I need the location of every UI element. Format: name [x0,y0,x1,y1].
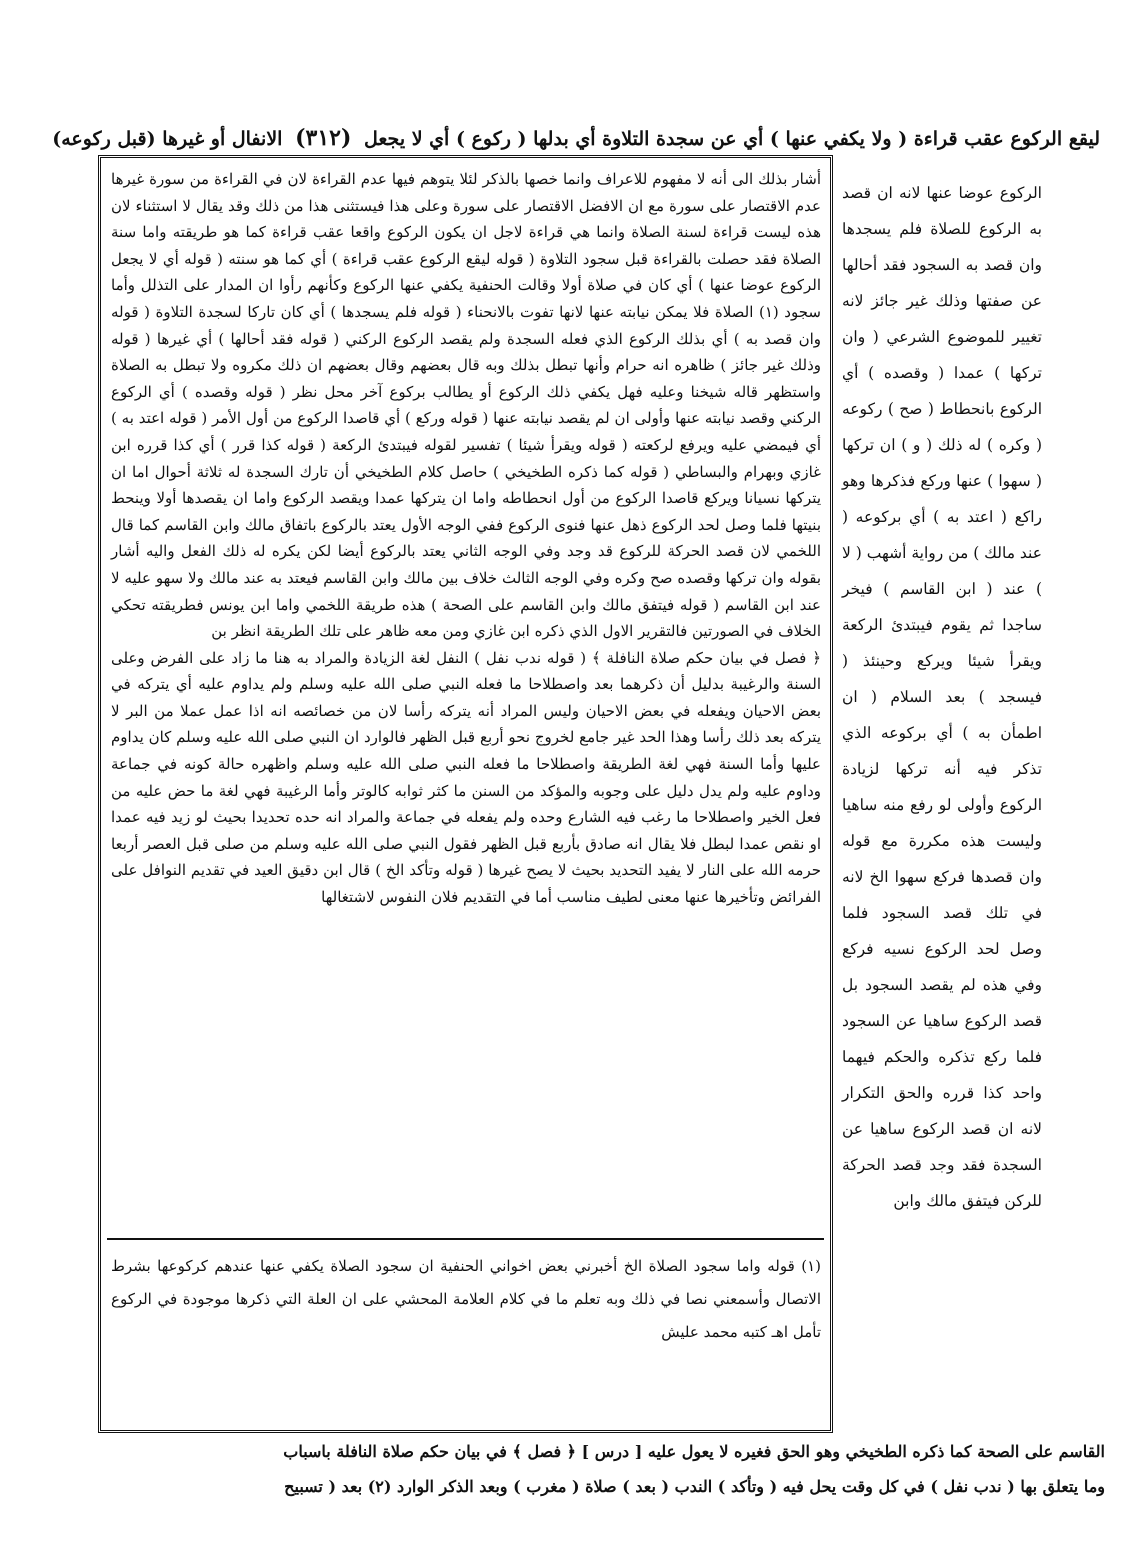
page-number: (٣١٢) [295,125,352,151]
footnote-text: (١) قوله واما سجود الصلاة الخ أخبرني بعض اخواني الحنفية ان سجود الصلاة يكفي عنها عندهم كركوعها بشرط الاتصال وأسمعني نصا في ذلك وبه تعلم ما في كلام العلامة المحشي على ان العلة التي ذكرها موجودة في الركوع تأمل اهـ كتبه محمد عليش [111,1257,821,1341]
running-header [52,118,1100,158]
header-text-left: الانفال أو غيرها (قبل ركوعه) [52,128,283,150]
bottom-line-2 [95,1470,1105,1504]
commentary-frame [98,155,833,1433]
main-text: الركوع عوضا عنها لانه ان قصد به الركوع للصلاة فلم يسجدها وان قصد به السجود فقد أحالها عن صفتها وذلك غير جائز لانه تغيير للموضوع الشرعي ( وان تركها ) عمدا ( وقصده ) أي الركوع بانحطاط ( صح ) ركوعه ( وكره ) له ذلك ( و ) ان تركها ( سهوا ) عنها وركع فذكرها وهو راكع ( اعتد به ) أي بركوعه ( عند مالك ) من رواية أشهب ( لا ) عند ( ابن القاسم ) فيخر ساجدا ثم يقوم فيبتدئ الركعة ويقرأ شيئا ويركع وحينئذ ( فيسجد ) بعد السلام ( ان اطمأن به ) أي بركوعه الذي تذكر فيه أنه تركها لزيادة الركوع وأولى لو رفع منه ساهيا وليست هذه مكررة مع قوله وان قصدها فركع سهوا الخ لانه في تلك قصد السجود فلما وصل لحد الركوع نسيه فركع وفي هذه لم يقصد السجود بل قصد الركوع ساهيا عن السجود فلما ركع تذكره والحكم فيهما واحد كذا قرره والحق التكرار لانه ان قصد الركوع ساهيا عن السجدة فقد وجد قصد الحركة للركن فيتفق مالك وابن [842,184,1042,1210]
bottom-line-1-left: باسباب [283,1442,331,1461]
header-text-right: ليقع الركوع عقب قراءة ( ولا يكفي عنها ) أي عن سجدة التلاوة أي بدلها ( ركوع ) أي لا يجعل [364,128,1100,150]
bottom-line-2-text: وما يتعلق بها ( ندب نفل ) في كل وقت يحل فيه ( وتأكد ) الندب ( بعد ) صلاة ( مغرب ) وبعد الذكر الوارد (٢) بعد ( تسبيح [284,1477,1105,1496]
lesson-marker: [ درس ] [581,1442,643,1461]
footnote-divider [107,1238,824,1240]
bottom-line-1-right: القاسم على الصحة كما ذكره الطخيخي وهو الحق فغيره لا يعول عليه [647,1442,1105,1461]
footnote [111,1250,821,1425]
commentary-paragraph-1: أشار بذلك الى أنه لا مفهوم للاعراف وانما خصها بالذكر لئلا يتوهم فيها عدم القراءة لان في القراءة من سورة غيرها عدم الاقتصار على سورة مع ان الافضل الاقتصار على سورة وعلى هذا فيستثنى هذا من ذلك وقد يقال لا استثناء لان هذه ليست قراءة لسنة الصلاة وانما هي قراءة لاجل ان يكون الركوع واقعا عقب قراءة كما هو طريقته واما سنة الصلاة فقد حصلت بالقراءة قبل سجود التلاوة ( قوله ليقع الركوع عقب قراءة ) أي كما هو سنته ( قوله أي لا يجعل الركوع عوضا عنها ) أي كان في صلاة أولا وقالت الحنفية يكفي عنها الركوع وكأنهم رأوا ان المدار على التذلل وأما سجود (١) الصلاة فلا يمكن نيابته عنها لانها تفوت بالانحناء ( قوله فلم يسجدها ) أي كان تاركا لسجدة التلاوة ( قوله وان قصد به ) أي بذلك الركوع الذي فعله السجدة ولم يقصد الركوع الركني ( قوله فقد أحالها ) أي غيرها ( قوله وذلك غير جائز ) ظاهره انه حرام وأنها تبطل بذلك وبه قال بعضهم وقال بعضهم ان ذلك مكروه ولا تبطل به الصلاة واستظهر قاله شيخنا وعليه فهل يكفي ذلك الركوع أو يطالب بركوع آخر محل نظر ( قوله وقصده ) أي الركوع الركني وقصد نيابته عنها وأولى ان لم يقصد نيابته عنها ( قوله وركع ) أي قاصدا الركوع من أول الأمر ( قوله اعتد به ) أي فيمضي عليه ويرفع لركعته ( قوله ويقرأ شيئا ) تفسير لقوله فيبتدئ الركعة ( قوله كذا قرر ) أي كذا قرره ابن غازي وبهرام والبساطي ( قوله كما ذكره الطخيخي ) حاصل كلام الطخيخي أن تارك السجدة له ثلاثة أحوال اما ان يتركها نسيانا ويركع قاصدا الركوع من أول انحطاطه واما ان يتركها عمدا ويقصد الركوع واما ان يقصدها أولا وينحط بنيتها فلما وصل لحد الركوع ذهل عنها فنوى الركوع ففي الوجه الأول يعتد بالركوع باتفاق مالك وابن القاسم كما قال اللخمي لان قصد الحركة للركوع قد وجد وفي الوجه الثاني يعتد بالركوع أيضا لكن يكره له ذلك الفعل واليه أشار بقوله وان تركها وقصده صح وكره وفي الوجه الثالث خلاف بين مالك وابن القاسم فيعتد به عند مالك ولا سهو عليه لا عند ابن القاسم ( قوله فيتفق مالك وابن القاسم على الصحة ) هذه طريقة اللخمي واما ابن يونس فطريقته تحكي الخلاف في الصورتين فالتقرير الاول الذي ذكره ابن غازي ومن معه ظاهر على تلك الطريقة انظر بن [111,170,821,641]
main-text-column [842,175,1042,1470]
commentary-block [111,166,821,1216]
chapter-heading: ﴿ فصل ﴾ في بيان حكم صلاة النافلة [336,1442,577,1461]
bottom-line-1 [95,1435,1105,1469]
commentary-paragraph-2: ﴿ فصل في بيان حكم صلاة النافلة ﴾ ( قوله ندب نفل ) النفل لغة الزيادة والمراد به هنا ما زاد على الفرض وعلى السنة والرغيبة بدليل أن ذكرهما بعد واصطلاحا ما فعله النبي صلى الله عليه وسلم ولم يداوم عليه أي يتركه في بعض الاحيان ويفعله في بعض الاحيان وليس المراد أنه يتركه رأسا لان من خصائصه انه اذا عمل عملا من البر لا يتركه بعد ذلك رأسا وهذا الحد غير جامع لخروج نحو أربع قبل الظهر فالوارد ان النبي صلى الله عليه وسلم كان يداوم عليها وأما السنة فهي لغة الطريقة واصطلاحا ما فعله النبي صلى الله عليه وسلم واظهره حالة كونه في جماعة وداوم عليه ولم يدل دليل على وجوبه والمؤكد من السنن ما كثر ثوابه كالوتر وأما الرغيبة فهي لغة ما حض عليه من فعل الخير واصطلاحا ما رغب فيه الشارع وحده ولم يفعله في جماعة والمراد انه حده تحديدا بحيث لو زيد فيه عمدا او نقص عمدا لبطل فلا يقال انه صادق بأربع قبل الظهر فقول النبي صلى الله عليه وسلم من صلى قبل العصر أربعا حرمه الله على النار لا يفيد التحديد بحيث لا يصح غيرها ( قوله وتأكد الخ ) قال ابن دقيق العيد في تقديم النوافل على الفرائض وتأخيرها عنها معنى لطيف مناسب أما في التقديم فلان النفوس لاشتغالها [111,648,821,907]
